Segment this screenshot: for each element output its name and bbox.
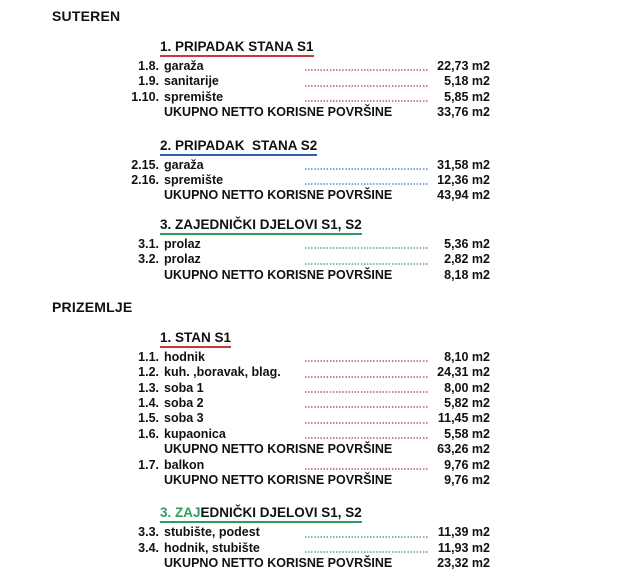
row-number: 1.8.	[138, 59, 159, 73]
area-row	[0, 252, 490, 267]
row-label: soba 1	[164, 380, 204, 395]
row-label: spremište	[164, 89, 224, 104]
area-row	[0, 381, 490, 396]
dot-leader	[305, 69, 428, 71]
total-row	[0, 105, 490, 120]
row-number: 1.2.	[138, 365, 159, 380]
total-value: 8,18 m2	[444, 267, 490, 282]
row-number: 1.6.	[138, 426, 159, 441]
section-heading-text: 1. STAN S1	[160, 329, 232, 345]
section-heading-text: 3. ZAJEDNIČKI DJELOVI S1, S2	[160, 216, 362, 232]
row-value: 5,82 m2	[444, 396, 490, 411]
dot-leader	[305, 437, 428, 439]
row-value: 11,93 m2	[437, 540, 490, 555]
floor-title-prizemlje: PRIZEMLJE	[52, 298, 133, 315]
dot-leader	[305, 468, 428, 470]
total-row	[0, 188, 490, 203]
total-row	[0, 442, 490, 457]
row-label: garaža	[164, 59, 204, 73]
row-number: 1.9.	[138, 74, 159, 89]
row-number: 1.4.	[138, 396, 159, 411]
row-number	[0, 473, 159, 488]
area-row	[0, 365, 490, 380]
row-number: 1.5.	[138, 411, 159, 426]
dot-leader	[305, 536, 428, 538]
row-number: 1.3.	[138, 380, 159, 395]
row-value: 11,39 m2	[437, 525, 490, 540]
section-heading	[160, 139, 317, 156]
total-label: UKUPNO NETTO KORISNE POVRŠINE	[164, 556, 393, 571]
dot-leader	[305, 183, 428, 185]
row-number: 3.1.	[138, 236, 159, 251]
dot-leader	[305, 100, 428, 102]
floor-title-suteren: SUTEREN	[52, 8, 121, 24]
section-heading-text: 1. PRIPADAK STANA S1	[160, 39, 314, 54]
area-row	[0, 158, 490, 173]
section-heading-prefix: 3. ZAJ	[160, 505, 201, 521]
row-number: 2.16.	[131, 172, 159, 187]
row-value: 11,45 m2	[437, 411, 490, 426]
total-value: 63,26 m2	[437, 442, 490, 457]
dot-leader	[305, 406, 428, 408]
area-row	[0, 90, 490, 105]
row-number	[0, 442, 159, 457]
row-number: 3.4.	[138, 540, 159, 555]
row-number	[0, 268, 159, 283]
area-row	[0, 350, 490, 365]
area-row	[0, 74, 490, 89]
row-label: garaža	[164, 157, 204, 172]
row-label: prolaz	[164, 236, 201, 251]
dot-leader	[305, 376, 428, 378]
dot-leader	[305, 422, 428, 424]
dot-leader	[305, 263, 428, 265]
row-value: 24,31 m2	[437, 365, 490, 380]
total-value: 9,76 m2	[444, 473, 490, 488]
total-label: UKUPNO NETTO KORISNE POVRŠINE	[164, 105, 393, 120]
row-value: 2,82 m2	[444, 252, 490, 267]
row-number: 1.10.	[131, 89, 159, 104]
area-row	[0, 411, 490, 426]
row-number: 2.15.	[131, 157, 159, 172]
row-value: 5,85 m2	[444, 89, 490, 104]
section-heading	[160, 506, 362, 523]
total-row	[0, 473, 490, 488]
total-value: 23,32 m2	[437, 556, 490, 571]
row-number: 3.2.	[138, 252, 159, 267]
row-label: hodnik	[164, 349, 205, 364]
dot-leader	[305, 168, 428, 170]
row-number	[0, 556, 159, 571]
area-row	[0, 59, 490, 74]
row-value: 8,10 m2	[444, 349, 490, 364]
dot-leader	[305, 551, 428, 553]
row-value: 5,18 m2	[444, 74, 490, 89]
row-label: kuh. ,boravak, blag.	[164, 365, 281, 380]
area-row	[0, 541, 490, 556]
row-number	[0, 105, 159, 120]
area-row	[0, 237, 490, 252]
total-value: 33,76 m2	[437, 105, 490, 120]
row-value: 22,73 m2	[437, 59, 490, 73]
row-value: 12,36 m2	[437, 172, 490, 187]
dot-leader	[305, 247, 428, 249]
area-row	[0, 173, 490, 188]
area-row	[0, 427, 490, 442]
row-value: 31,58 m2	[437, 157, 490, 172]
area-row	[0, 458, 490, 473]
dot-leader	[305, 85, 428, 87]
row-label: kupaonica	[164, 426, 226, 441]
row-value: 9,76 m2	[444, 457, 490, 472]
dot-leader	[305, 391, 428, 393]
row-label: stubište, podest	[164, 525, 260, 540]
row-number: 3.3.	[138, 525, 159, 540]
row-label: prolaz	[164, 252, 201, 267]
section-heading	[160, 218, 362, 235]
total-label: UKUPNO NETTO KORISNE POVRŠINE	[164, 267, 393, 282]
total-value: 43,94 m2	[437, 188, 490, 203]
area-row	[0, 525, 490, 540]
row-value: 8,00 m2	[444, 380, 490, 395]
row-label: soba 2	[164, 396, 204, 411]
total-label: UKUPNO NETTO KORISNE POVRŠINE	[164, 473, 393, 488]
area-row	[0, 396, 490, 411]
row-label: spremište	[164, 172, 224, 187]
row-label: sanitarije	[164, 74, 219, 89]
section-heading	[160, 40, 314, 57]
row-label: soba 3	[164, 411, 204, 426]
row-number: 1.1.	[138, 349, 159, 364]
section-heading	[160, 331, 231, 348]
row-label: balkon	[164, 457, 205, 472]
row-label: hodnik, stubište	[164, 540, 260, 555]
total-row	[0, 556, 490, 571]
section-heading-text: EDNIČKI DJELOVI S1, S2	[200, 505, 362, 521]
row-number	[0, 188, 159, 203]
section-heading-text: 2. PRIPADAK STANA S2	[160, 137, 318, 153]
total-label: UKUPNO NETTO KORISNE POVRŠINE	[164, 442, 393, 457]
dot-leader	[305, 360, 428, 362]
row-value: 5,58 m2	[444, 426, 490, 441]
total-label: UKUPNO NETTO KORISNE POVRŠINE	[164, 188, 393, 203]
row-number: 1.7.	[138, 457, 159, 472]
row-value: 5,36 m2	[444, 236, 490, 251]
total-row	[0, 268, 490, 283]
